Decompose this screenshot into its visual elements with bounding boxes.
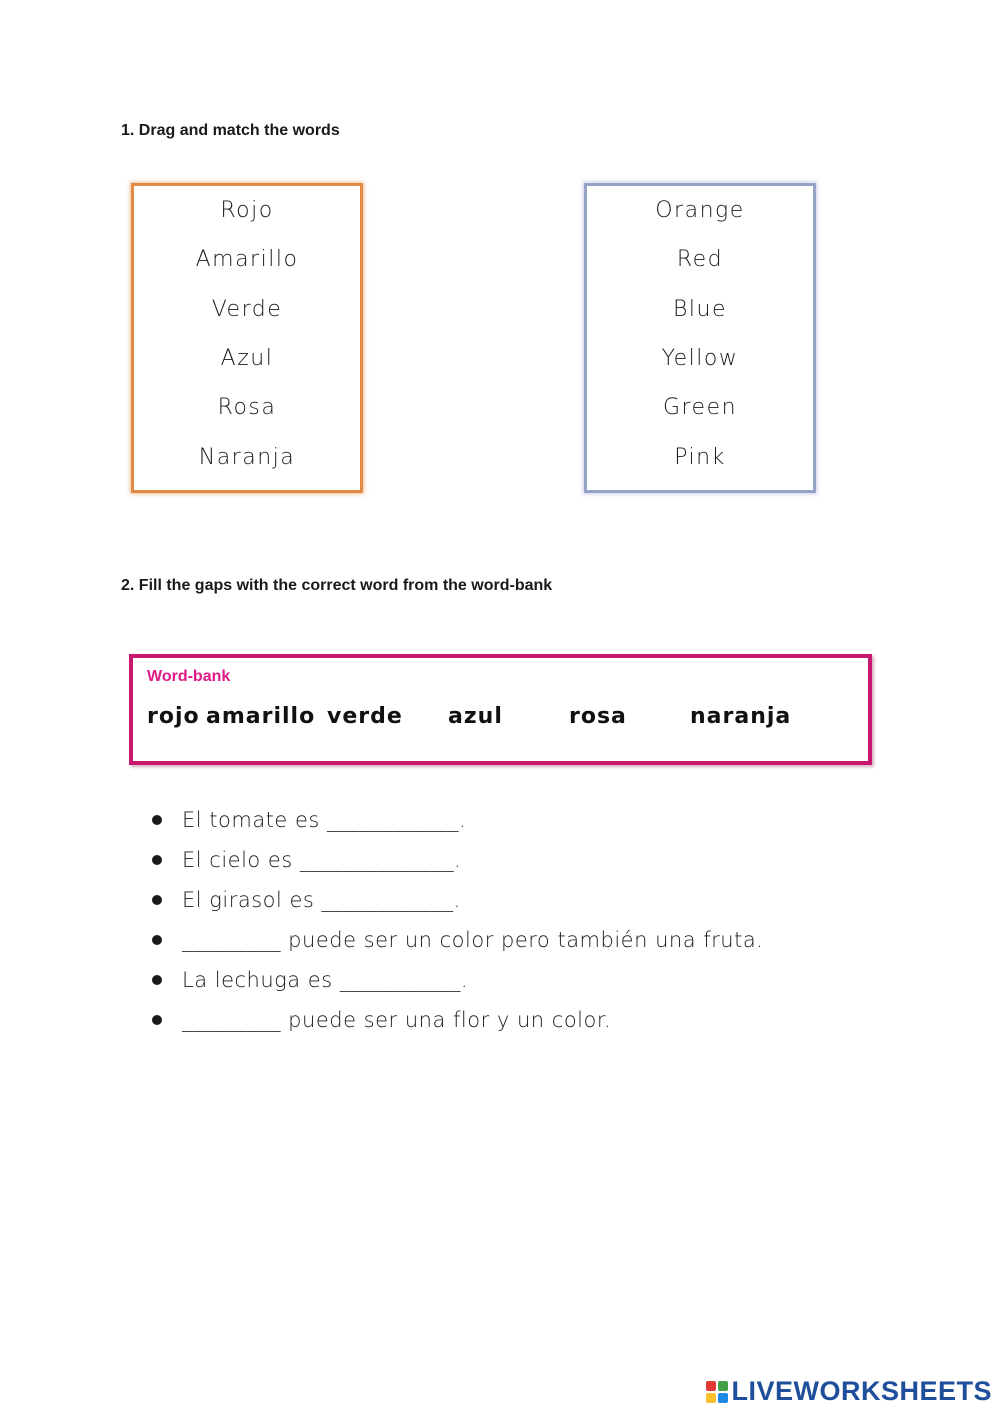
- word-bank-word: rosa: [569, 704, 627, 729]
- word-bank-title: Word-bank: [147, 668, 231, 685]
- gap-fill-sentence[interactable]: [150, 960, 763, 1000]
- logo-tile: [718, 1393, 728, 1403]
- gap-fill-sentence[interactable]: [150, 840, 763, 880]
- match-target-red[interactable]: Red: [676, 247, 724, 273]
- gap-fill-sentence[interactable]: [150, 1000, 763, 1040]
- bullet-icon: [152, 815, 162, 825]
- draggable-word-rojo[interactable]: Rojo: [220, 198, 274, 223]
- gap-fill-sentence[interactable]: [150, 880, 763, 920]
- section1-heading: 1. Drag and match the words: [121, 122, 340, 139]
- sentence-text: El girasol es ____________.: [182, 888, 461, 912]
- bullet-icon: [152, 895, 162, 905]
- section2-heading: 2. Fill the gaps with the correct word from the word-bank: [121, 577, 553, 594]
- liveworksheets-logo-icon: [706, 1381, 728, 1403]
- sentence-text: _________ puede ser un color pero también una fruta.: [182, 928, 764, 952]
- gap-fill-sentence[interactable]: [150, 800, 763, 840]
- gap-fill-sentence[interactable]: [150, 920, 763, 960]
- draggable-word-rosa[interactable]: Rosa: [217, 395, 277, 421]
- sentence-text: El tomate es ____________.: [182, 808, 467, 832]
- draggable-word-azul[interactable]: Azul: [220, 345, 274, 371]
- word-bank-word: amarillo: [206, 704, 316, 729]
- logo-tile: [706, 1393, 716, 1403]
- match-target-green[interactable]: Green: [662, 395, 738, 421]
- match-target-orange[interactable]: Orange: [655, 198, 745, 223]
- word-bank-word: azul: [448, 704, 503, 729]
- word-bank-word: rojo: [147, 704, 200, 729]
- match-target-blue[interactable]: Blue: [673, 296, 727, 322]
- match-target-pink[interactable]: Pink: [674, 444, 726, 470]
- logo-tile: [706, 1381, 716, 1391]
- bullet-icon: [152, 975, 162, 985]
- sentence-text: El cielo es ______________.: [182, 848, 462, 872]
- liveworksheets-logo: [706, 1376, 992, 1407]
- word-bank-word: verde: [327, 704, 403, 729]
- spanish-words-box: [131, 183, 363, 493]
- logo-tile: [718, 1381, 728, 1391]
- word-bank-word: naranja: [690, 704, 792, 729]
- draggable-word-verde[interactable]: Verde: [211, 296, 283, 322]
- gap-fill-list: [150, 800, 763, 1040]
- sentence-text: _________ puede ser una flor y un color.: [182, 1008, 612, 1032]
- english-words-box: [584, 183, 816, 493]
- bullet-icon: [152, 935, 162, 945]
- word-bank: [129, 654, 872, 765]
- sentence-text: La lechuga es ___________.: [182, 968, 469, 992]
- bullet-icon: [152, 1015, 162, 1025]
- bullet-icon: [152, 855, 162, 865]
- draggable-word-naranja[interactable]: Naranja: [198, 444, 296, 470]
- match-target-yellow[interactable]: Yellow: [661, 345, 739, 371]
- brand-name: LIVEWORKSHEETS: [731, 1376, 992, 1406]
- draggable-word-amarillo[interactable]: Amarillo: [195, 247, 299, 273]
